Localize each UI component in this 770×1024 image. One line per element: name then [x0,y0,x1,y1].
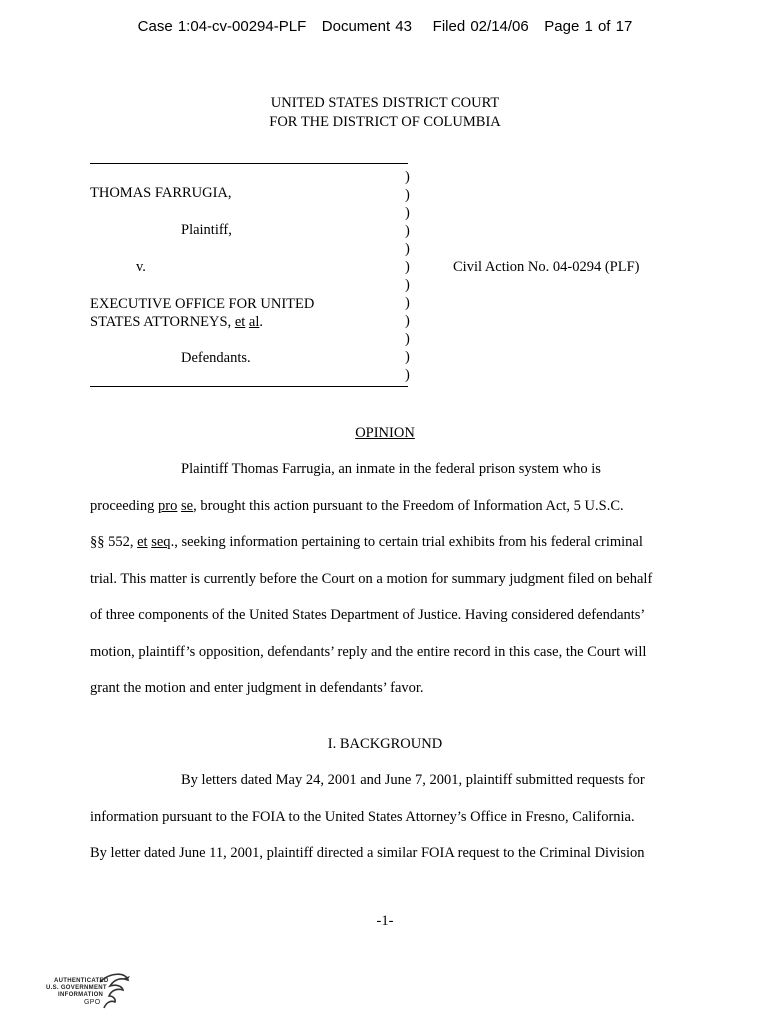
civil-action-number: Civil Action No. 04-0294 (PLF) [453,259,640,275]
caption-paren: ) [405,349,410,365]
caption-paren: ) [405,295,410,311]
caption-paren: ) [405,187,410,203]
caption-paren: ) [405,367,410,383]
et-seq-seq: seq [151,534,171,550]
section-heading: I. BACKGROUND [327,736,443,752]
document-number: Document 43 [321,18,412,35]
page-number: -1- [376,913,394,929]
defendant-role: Defendants. [181,350,251,366]
et-al-al: al [248,314,260,330]
caption-top-rule [90,163,408,164]
para2-line3: By letter dated June 11, 2001, plaintiff directed a similar FOIA request to the Criminal Division [90,845,645,861]
caption-paren: ) [405,331,410,347]
versus: v. [136,259,146,275]
filed-date: Filed 02/14/06 [432,18,529,35]
caption-paren: ) [405,169,410,185]
page-indicator: Page 1 of 17 [544,18,633,35]
defendant-line1: EXECUTIVE OFFICE FOR UNITED [90,296,315,312]
caption-paren: ) [405,223,410,239]
pro-se-pro: pro [158,498,178,514]
case-header [0,18,770,35]
case-number: Case 1:04-cv-00294-PLF [137,18,307,35]
para1-line4: trial. This matter is currently before the Court on a motion for summary judgment filed on behalf [90,571,653,587]
caption-paren: ) [405,277,410,293]
court-name-line1: UNITED STATES DISTRICT COURT [270,95,500,111]
gpo-authentication-logo [40,968,140,1018]
para1-line2: proceeding pro se, brought this action pursuant to the Freedom of Information Act, 5 U.S.C. [90,498,624,514]
caption-paren: ) [405,259,410,275]
opinion-title: OPINION [355,425,415,441]
para2-line1: By letters dated May 24, 2001 and June 7, 2001, plaintiff submitted requests for [181,772,645,788]
pro-se-se: se [181,498,194,514]
et-seq-et: et [137,534,148,550]
caption-paren: ) [405,313,410,329]
caption-bottom-rule [90,386,408,387]
plaintiff-role: Plaintiff, [181,222,232,238]
para1-line6: motion, plaintiff’s opposition, defendants’ reply and the entire record in this case, the Court will [90,644,647,660]
court-name-line2: FOR THE DISTRICT OF COLUMBIA [269,114,501,130]
logo-line3: INFORMATION [58,992,104,998]
para2-line2: information pursuant to the FOIA to the United States Attorney’s Office in Fresno, California. [90,809,635,825]
defendant-line2: STATES ATTORNEYS, et al. [90,314,263,330]
caption-paren: ) [405,241,410,257]
plaintiff-name: THOMAS FARRUGIA, [90,185,232,201]
para1-line3: §§ 552, et seq., seeking information pertaining to certain trial exhibits from his federal criminal [90,534,643,550]
et-al-et: et [234,314,246,330]
para1-line7: grant the motion and enter judgment in defendants’ favor. [90,680,424,696]
para1-line5: of three components of the United States Department of Justice. Having considered defendants’ [90,607,646,623]
logo-line4: GPO [84,999,101,1006]
logo-line1: AUTHENTICATED [54,978,109,984]
logo-line2: U.S. GOVERNMENT [46,985,107,991]
caption-paren: ) [405,205,410,221]
para1-line1: Plaintiff Thomas Farrugia, an inmate in the federal prison system who is [181,461,601,477]
